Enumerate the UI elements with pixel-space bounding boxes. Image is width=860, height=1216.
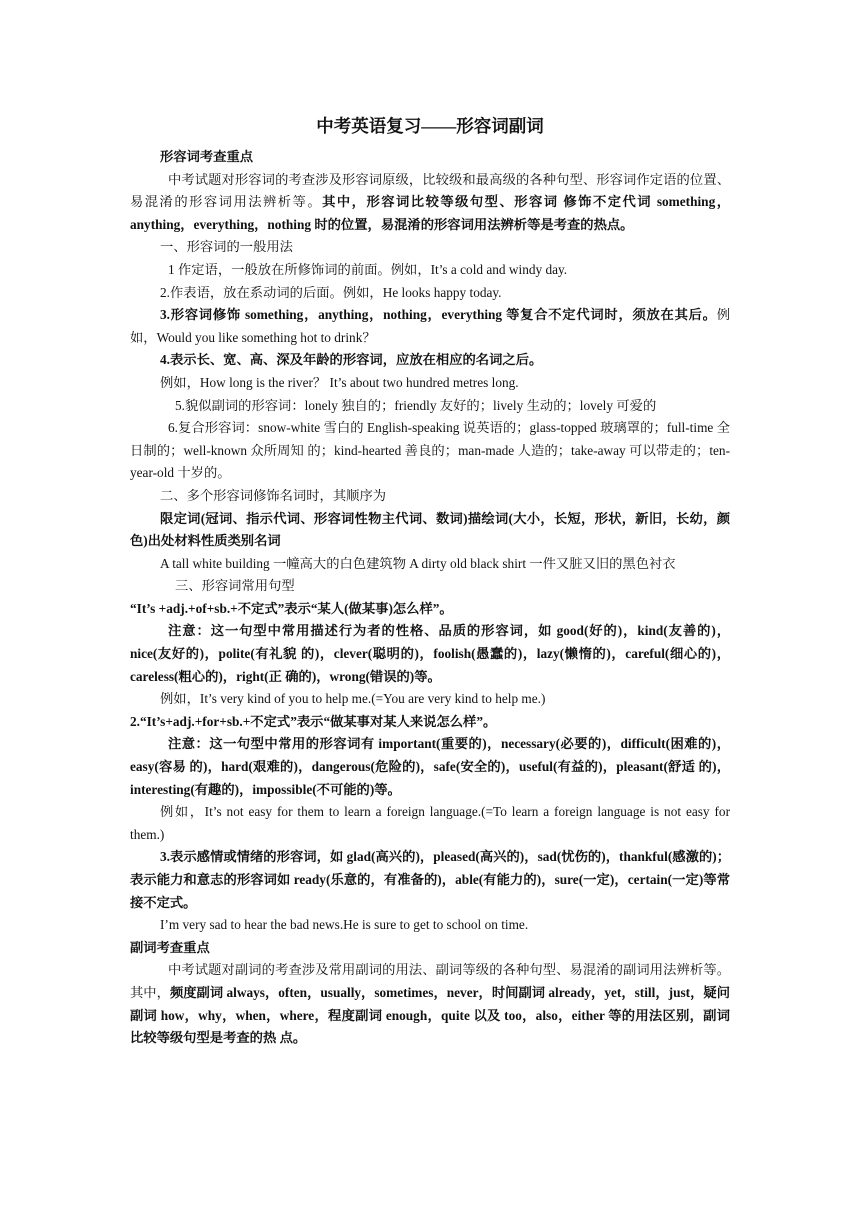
paragraph-text: 6.复合形容词：snow-white 雪白的 English-speaking 说英语的；glass-topped 玻璃罩的；full-time 全日制的；well-known 众所周知 的；kind-hearted 善良的；man-made 人造的；take-away 可以带走的；ten-year-old 十岁的。	[130, 420, 730, 481]
paragraph	[130, 282, 730, 305]
paragraph-text: 2.作表语，放在系动词的后面。例如，He looks happy today.	[160, 284, 502, 300]
paragraph	[130, 846, 730, 914]
paragraph-text: 中考试题对副词的考查涉及常用副词的用法、副词等级的各种句型、易混淆的副词用法辨析等。其中，	[130, 962, 730, 1000]
paragraph	[130, 620, 730, 688]
paragraph	[130, 259, 730, 282]
paragraph-text: 5.貌似副词的形容词：lonely 独自的；friendly 友好的；lively 生动的；lovely 可爱的	[175, 397, 657, 413]
paragraph	[130, 733, 730, 801]
paragraph-text: I’m very sad to hear the bad news.He is sure to get to school on time.	[160, 917, 529, 933]
paragraph-text: 3.表示感情或情绪的形容词，如 glad(高兴的)，pleased(高兴的)，sad(忧伤的)，thankful(感激的)；表示能力和意志的形容词如 ready(乐意的，有准备的)，able(有能力的)，sure(一定)，certain(一定)等常接不定式。	[130, 849, 730, 910]
paragraph-text: A tall white building 一幢高大的白色建筑物 A dirty old black shirt 一件又脏又旧的黑色衬衣	[160, 555, 676, 571]
paragraph-text: 注意：这一句型中常用的形容词有 important(重要的)，necessary(必要的)，difficult(困难的)，easy(容易 的)，hard(艰难的)，dangerous(危险的)，safe(安全的)，useful(有益的)，pleasant(舒适 的)，interesting(有趣的)，impossible(不可能的)等。	[130, 736, 730, 797]
paragraph-tail: 其中，形容词比较等级句型、形容词 修饰不定代词 something，anything，everything，nothing 时的位置，易混淆的形容词用法辨析等是考查的热点。	[130, 194, 731, 232]
paragraph-text: 一、形容词的一般用法	[160, 239, 293, 255]
document-body	[130, 146, 730, 1050]
paragraph-text: 例如，It’s not easy for them to learn a foreign language.(=To learn a foreign language is not easy for them.)	[130, 804, 730, 842]
paragraph	[130, 169, 730, 237]
paragraph	[130, 349, 730, 372]
paragraph	[130, 395, 730, 418]
paragraph	[130, 711, 730, 734]
paragraph-text: 形容词考查重点	[160, 149, 254, 164]
paragraph	[130, 801, 730, 846]
paragraph	[130, 937, 730, 960]
paragraph	[130, 553, 730, 576]
paragraph-tail: 频度副词 always，often，usually，sometimes，never，时间副词 already，yet，still，just，疑问副词 how，why，when，where，程度副词 enough，quite 以及 too，also，either 等的用法区别，副词比较等级句型是考查的热 点。	[130, 984, 731, 1046]
paragraph-text: 副词考查重点	[130, 939, 210, 955]
paragraph-text: 例如，It’s very kind of you to help me.(=You are very kind to help me.)	[160, 691, 546, 707]
paragraph	[130, 372, 730, 395]
paragraph-text: 中考试题对形容词的考查涉及形容词原级，比较级和最高级的各种句型、形容词作定语的位置、易混淆的形容词用法辨析等。	[130, 171, 730, 210]
paragraph-text: 限定词(冠词、指示代词、形容词性物主代词、数词)描绘词(大小，长短，形状，新旧，长幼，颜色)出处材料性质类别名词	[130, 510, 730, 549]
paragraph-text: 二、多个形容词修饰名词时，其顺序为	[160, 487, 387, 503]
paragraph	[130, 959, 730, 1049]
page-title: 中考英语复习——形容词副词	[316, 116, 544, 136]
paragraph	[130, 236, 730, 259]
paragraph	[130, 688, 730, 711]
paragraph-text: 3.形容词修饰 something，anything，nothing，everything 等复合不定代词时，须放在其后。	[160, 307, 717, 323]
paragraph	[130, 575, 730, 598]
paragraph-text: 注意：这一句型中常用描述行为者的性格、品质的形容词，如 good(好的)，kind(友善的)，nice(友好的)，polite(有礼貌 的)，clever(聪明的)，foolish(愚蠢的)，lazy(懒惰的)，careful(细心的)，careless(粗心的)，right(正 确的)，wrong(错误的)等。	[130, 623, 730, 684]
paragraph-text: 1 作定语，一般放在所修饰词的前面。例如，It’s a cold and windy day.	[168, 261, 568, 277]
paragraph-text: 例如，How long is the river？ It’s about two hundred metres long.	[160, 374, 519, 390]
paragraph-text: 2.“It’s+adj.+for+sb.+不定式”表示“做某事对某人来说怎么样”。	[130, 713, 497, 729]
paragraph	[130, 304, 730, 349]
paragraph	[130, 417, 730, 485]
document-page	[130, 112, 730, 1050]
paragraph	[130, 914, 730, 937]
paragraph	[130, 485, 730, 508]
paragraph-text: “It’s +adj.+of+sb.+不定式”表示“某人(做某事)怎么样”。	[130, 600, 453, 616]
paragraph	[130, 508, 730, 553]
paragraph-text: 4.表示长、宽、高、深及年龄的形容词，应放在相应的名词之后。	[160, 352, 543, 368]
paragraph-text: 三、形容词常用句型	[175, 578, 295, 594]
paragraph	[130, 146, 730, 169]
paragraph	[130, 598, 730, 621]
paragraph-tail: 例如，Would you like something hot to drink？	[130, 307, 730, 345]
